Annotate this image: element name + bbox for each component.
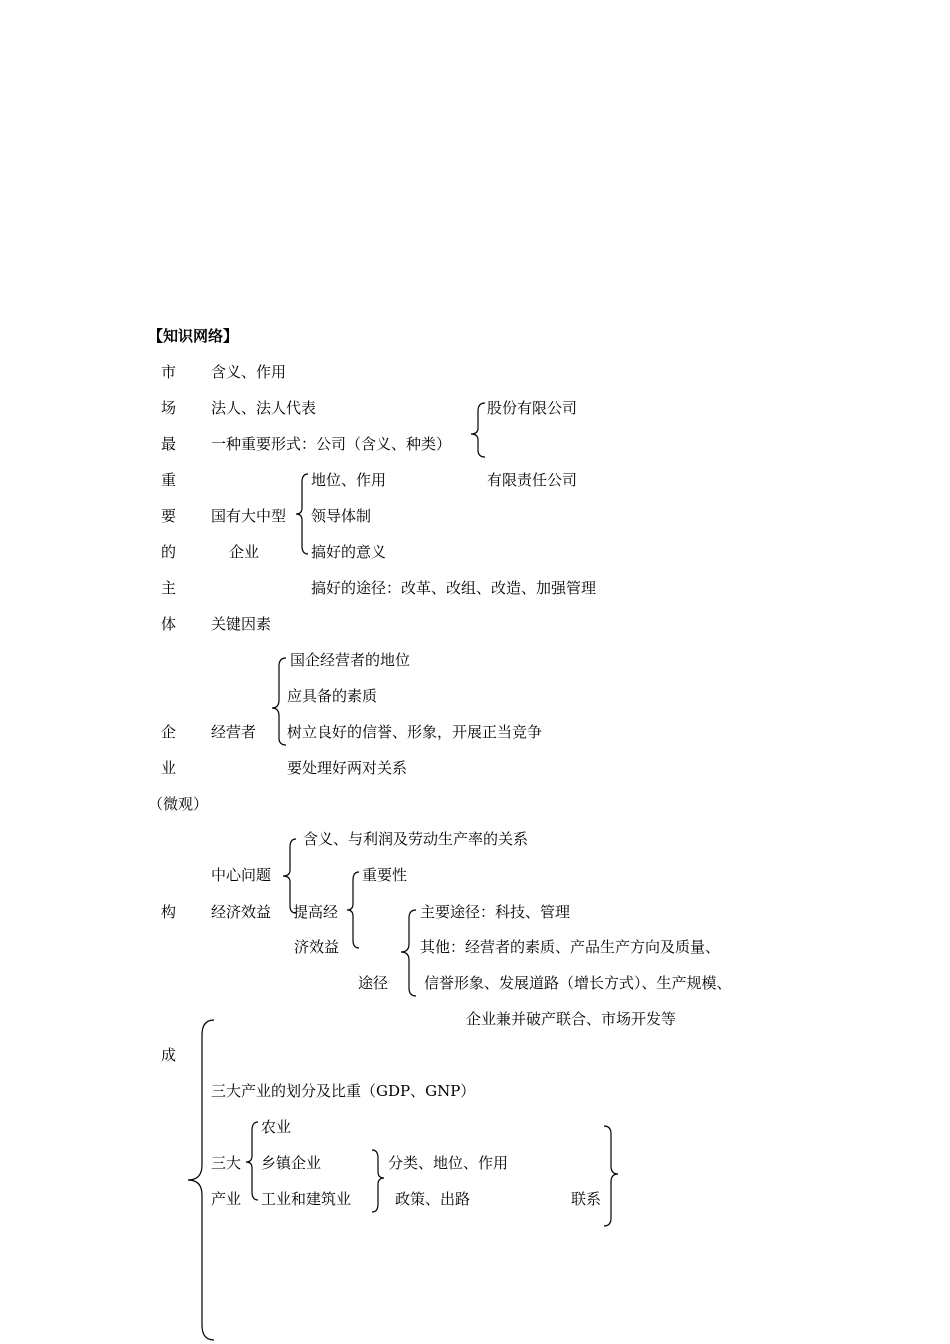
industry-brace xyxy=(246,1122,258,1200)
manager-item: 应具备的素质 xyxy=(287,687,378,705)
industry-label: 产业 xyxy=(211,1190,242,1208)
side-char: 市 xyxy=(161,363,177,381)
market-line: 含义、作用 xyxy=(211,363,287,381)
manager-brace xyxy=(272,658,286,745)
side-char: 体 xyxy=(161,615,177,633)
attr-brace xyxy=(372,1150,384,1212)
ways-label: 途径 xyxy=(358,974,389,992)
improve-label: 提高经 xyxy=(293,903,339,921)
side-char: 的 xyxy=(161,543,177,561)
manager-label: 经营者 xyxy=(211,723,257,741)
main-way: 主要途径：科技、管理 xyxy=(420,903,571,921)
side-char: 成 xyxy=(161,1046,177,1064)
soe-label: 国有大中型 xyxy=(211,507,287,525)
soe-item: 搞好的意义 xyxy=(311,543,387,561)
other-way: 其他：经营者的素质、产品生产方向及质量、 xyxy=(420,938,721,956)
benefit-label: 经济效益 xyxy=(211,903,272,921)
side-char: 构 xyxy=(161,903,177,921)
industry-item: 工业和建筑业 xyxy=(261,1190,352,1208)
side-char: 重 xyxy=(161,471,177,489)
improve-label: 济效益 xyxy=(294,938,340,956)
key-factor: 关键因素 xyxy=(211,615,272,633)
relation-brace xyxy=(604,1126,618,1226)
center-label: 中心问题 xyxy=(211,866,272,884)
soe-ways: 搞好的途径：改革、改组、改造、加强管理 xyxy=(311,579,597,597)
side-char: 企 xyxy=(161,723,177,741)
structure-brace xyxy=(188,1020,214,1340)
side-char: 要 xyxy=(161,507,177,525)
soe-brace xyxy=(296,474,308,554)
company-type: 有限责任公司 xyxy=(487,471,578,489)
industry-label: 三大 xyxy=(211,1154,242,1172)
side-char: 最 xyxy=(161,435,177,453)
section-heading: 【知识网络】 xyxy=(148,327,239,345)
other-way: 企业兼并破产联合、市场开发等 xyxy=(466,1010,677,1028)
side-char: （微观） xyxy=(148,795,209,813)
market-line: 法人、法人代表 xyxy=(211,399,317,417)
improve-brace xyxy=(347,872,359,948)
industry-attr: 分类、地位、作用 xyxy=(388,1154,509,1172)
side-char: 业 xyxy=(161,759,177,777)
industry-relation: 联系 xyxy=(571,1190,602,1208)
importance: 重要性 xyxy=(362,866,408,884)
manager-item: 国企经营者的地位 xyxy=(290,651,411,669)
industry-division: 三大产业的划分及比重（GDP、GNP） xyxy=(211,1082,476,1100)
company-form: 一种重要形式：公司（含义、种类） xyxy=(211,435,452,453)
company-type: 股份有限公司 xyxy=(487,399,578,417)
other-way: 信誉形象、发展道路（增长方式）、生产规模、 xyxy=(424,974,732,992)
industry-attr: 政策、出路 xyxy=(395,1190,471,1208)
industry-item: 农业 xyxy=(261,1118,292,1136)
industry-item: 乡镇企业 xyxy=(261,1154,322,1172)
benefit-meaning: 含义、与利润及劳动生产率的关系 xyxy=(303,830,529,848)
ways-brace xyxy=(401,910,416,996)
benefit-brace xyxy=(283,839,296,913)
manager-item: 要处理好两对关系 xyxy=(287,759,408,777)
soe-item: 地位、作用 xyxy=(311,471,387,489)
soe-item: 领导体制 xyxy=(311,507,372,525)
company-brace xyxy=(471,403,485,457)
side-char: 主 xyxy=(161,579,177,597)
soe-label: 企业 xyxy=(229,543,260,561)
side-char: 场 xyxy=(161,399,177,417)
manager-item: 树立良好的信誉、形象，开展正当竞争 xyxy=(287,723,543,741)
